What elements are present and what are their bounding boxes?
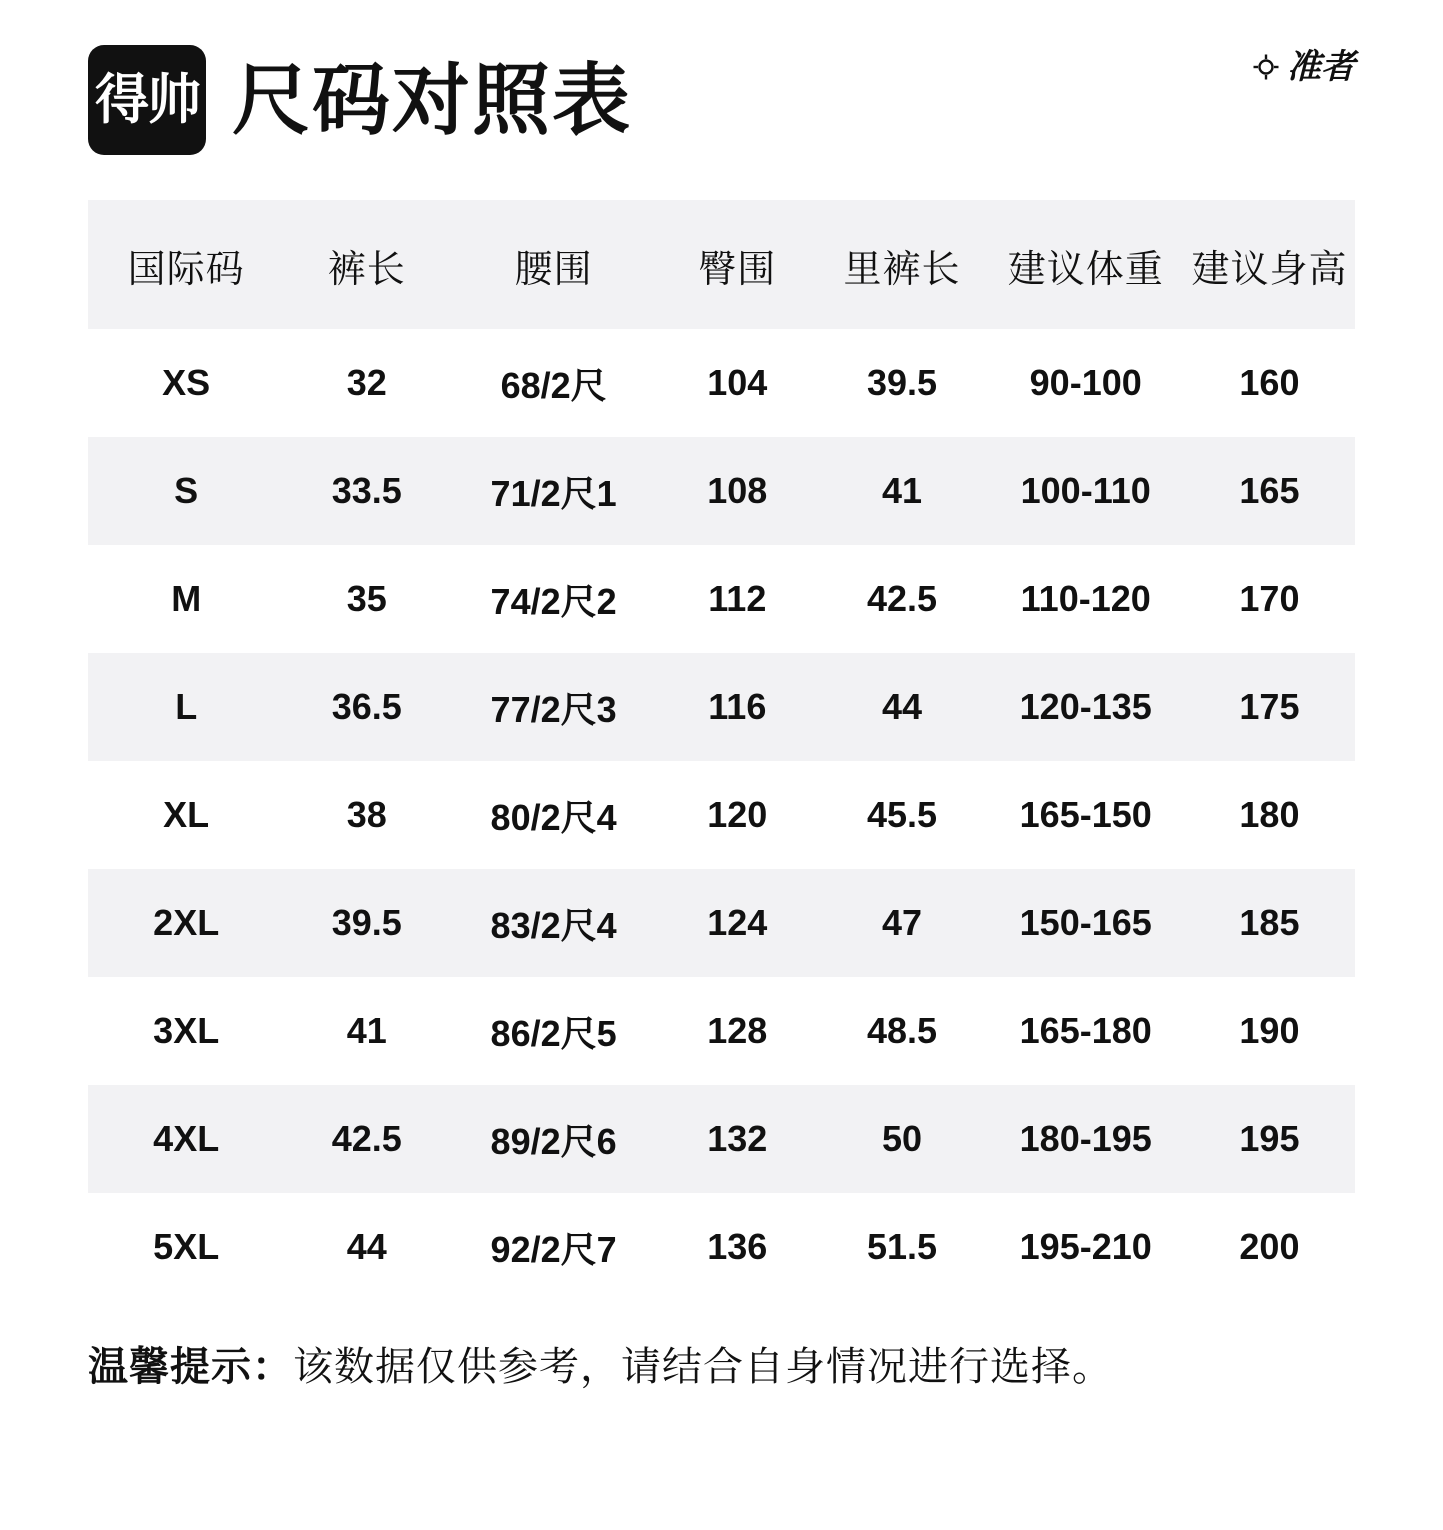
cell-height: 170 <box>1184 545 1355 653</box>
size-table-body <box>88 329 1355 1301</box>
cell-hip: 120 <box>658 761 816 869</box>
cell-hip: 104 <box>658 329 816 437</box>
cell-weight: 100-110 <box>988 437 1184 545</box>
column-header-weight: 建议体重 <box>1007 249 1164 291</box>
cell-pant-length: 32 <box>284 329 449 437</box>
cell-hip: 136 <box>658 1193 816 1301</box>
cell-hip: 112 <box>658 545 816 653</box>
cell-height: 195 <box>1184 1085 1355 1193</box>
cell-waist: 86/2尺5 <box>449 977 658 1085</box>
cell-waist: 77/2尺3 <box>449 653 658 761</box>
table-row <box>88 761 1355 869</box>
cell-weight: 165-150 <box>988 761 1184 869</box>
brand-badge-label: 得帅 <box>95 68 199 131</box>
cell-waist: 68/2尺 <box>449 329 658 437</box>
column-header-hip: 臀围 <box>698 249 777 291</box>
cell-hip: 124 <box>658 869 816 977</box>
cell-height: 160 <box>1184 329 1355 437</box>
footer-note-label: 温馨提示： <box>88 1345 293 1389</box>
column-header-pant-length: 裤长 <box>327 249 406 291</box>
cell-height: 180 <box>1184 761 1355 869</box>
cell-size: M <box>88 545 284 653</box>
cell-hip: 108 <box>658 437 816 545</box>
cell-size: 3XL <box>88 977 284 1085</box>
cell-size: 5XL <box>88 1193 284 1301</box>
table-row <box>88 437 1355 545</box>
column-header-international-size: 国际码 <box>127 249 245 291</box>
table-row <box>88 869 1355 977</box>
cell-weight: 120-135 <box>988 653 1184 761</box>
cell-inseam: 50 <box>817 1085 988 1193</box>
table-row <box>88 1085 1355 1193</box>
brand-logo-text: 准者 <box>1287 48 1355 86</box>
cell-pant-length: 33.5 <box>284 437 449 545</box>
table-row <box>88 653 1355 761</box>
cell-height: 190 <box>1184 977 1355 1085</box>
target-crosshair-icon <box>1253 54 1279 80</box>
size-table-head <box>88 200 1355 329</box>
cell-inseam: 44 <box>817 653 988 761</box>
cell-pant-length: 41 <box>284 977 449 1085</box>
cell-height: 185 <box>1184 869 1355 977</box>
table-header-row <box>88 200 1355 329</box>
cell-waist: 92/2尺7 <box>449 1193 658 1301</box>
page-title: 尺码对照表 <box>232 56 633 144</box>
cell-pant-length: 42.5 <box>284 1085 449 1193</box>
cell-pant-length: 36.5 <box>284 653 449 761</box>
cell-waist: 80/2尺4 <box>449 761 658 869</box>
cell-size: S <box>88 437 284 545</box>
page-header <box>88 0 1355 200</box>
cell-inseam: 45.5 <box>817 761 988 869</box>
cell-size: 4XL <box>88 1085 284 1193</box>
cell-pant-length: 35 <box>284 545 449 653</box>
cell-weight: 150-165 <box>988 869 1184 977</box>
cell-size: XS <box>88 329 284 437</box>
cell-inseam: 47 <box>817 869 988 977</box>
cell-inseam: 39.5 <box>817 329 988 437</box>
table-row <box>88 1193 1355 1301</box>
brand-badge <box>88 45 206 155</box>
cell-inseam: 48.5 <box>817 977 988 1085</box>
size-table-container <box>88 200 1355 1301</box>
cell-inseam: 51.5 <box>817 1193 988 1301</box>
column-header-height: 建议身高 <box>1191 249 1348 291</box>
table-row <box>88 977 1355 1085</box>
column-header-waist: 腰围 <box>514 249 593 291</box>
cell-size: 2XL <box>88 869 284 977</box>
column-header-inseam: 里裤长 <box>843 249 961 291</box>
cell-weight: 195-210 <box>988 1193 1184 1301</box>
cell-hip: 132 <box>658 1085 816 1193</box>
cell-weight: 110-120 <box>988 545 1184 653</box>
cell-height: 165 <box>1184 437 1355 545</box>
cell-size: XL <box>88 761 284 869</box>
cell-height: 200 <box>1184 1193 1355 1301</box>
cell-waist: 74/2尺2 <box>449 545 658 653</box>
cell-inseam: 42.5 <box>817 545 988 653</box>
cell-waist: 89/2尺6 <box>449 1085 658 1193</box>
footer-note <box>88 1341 1355 1393</box>
size-table <box>88 200 1355 1301</box>
cell-height: 175 <box>1184 653 1355 761</box>
table-row <box>88 545 1355 653</box>
cell-size: L <box>88 653 284 761</box>
cell-pant-length: 38 <box>284 761 449 869</box>
cell-waist: 83/2尺4 <box>449 869 658 977</box>
cell-pant-length: 39.5 <box>284 869 449 977</box>
cell-weight: 165-180 <box>988 977 1184 1085</box>
cell-inseam: 41 <box>817 437 988 545</box>
cell-hip: 128 <box>658 977 816 1085</box>
footer-note-text: 该数据仅供参考，请结合自身情况进行选择。 <box>293 1345 1113 1389</box>
cell-waist: 71/2尺1 <box>449 437 658 545</box>
cell-pant-length: 44 <box>284 1193 449 1301</box>
cell-weight: 180-195 <box>988 1085 1184 1193</box>
table-row <box>88 329 1355 437</box>
brand-logo <box>1253 50 1355 84</box>
cell-hip: 116 <box>658 653 816 761</box>
cell-weight: 90-100 <box>988 329 1184 437</box>
